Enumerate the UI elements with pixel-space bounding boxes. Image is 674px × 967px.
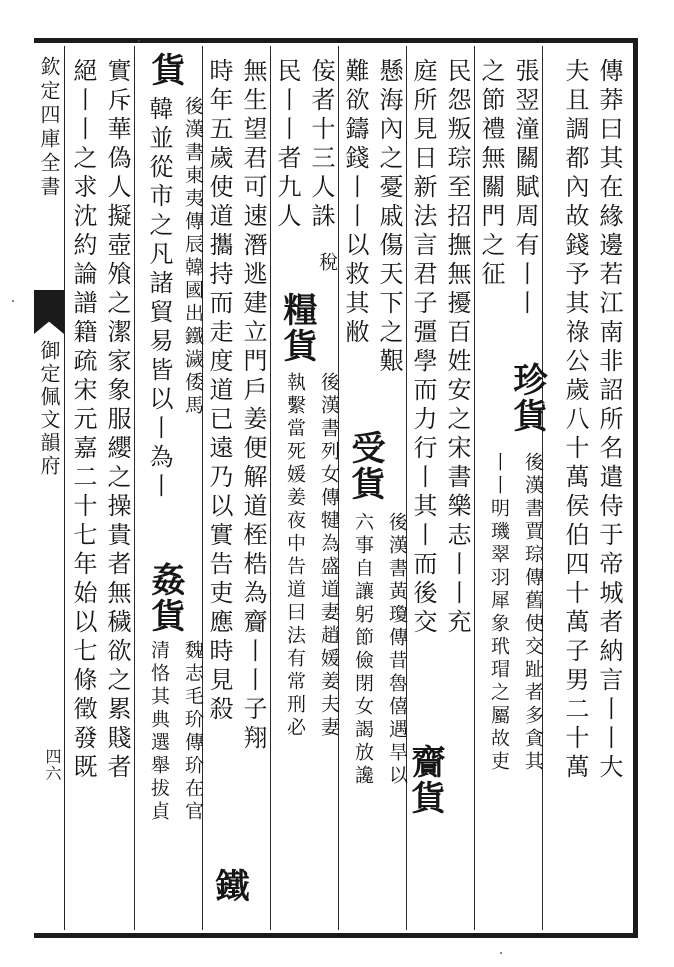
text-column-12: 時年五歲使道攜持而走度道已遠乃以實告吏應時見殺 [205, 58, 233, 725]
text-column-6: 庭所見日新法言君子彊學而力行丨其丨而後交 [409, 58, 437, 638]
margin-page-number: 四六 [43, 748, 62, 782]
text-column-7: 懸海內之憂戚傷天下之艱 [375, 58, 403, 377]
text-column-2: 夫且調都內故錢予其祿公歲八十萬侯伯四十萬子男二十萬 [561, 58, 589, 783]
note-huo: 後漢書東夷傳辰韓國出鐵濊倭馬 [182, 96, 204, 418]
text-column-3: 張翌潼關賦周有丨丨 [511, 58, 539, 319]
note-shou-huo-2: 六事自讓躬節儉閉女謁放讒 [352, 512, 374, 788]
print-speck [500, 952, 502, 954]
heading-tie: 鐵 [209, 868, 249, 904]
heading-huo: 貨 [145, 52, 185, 88]
note-liang-huo: 後漢書列女傳犍為盛道妻趙媛姜夫妻 [318, 372, 340, 740]
heading-jian-huo: 姦貨 [145, 562, 185, 634]
note-liang-huo-2: 執繫當死媛姜夜中告道曰法有常刑必 [284, 372, 306, 740]
note-jian-huo-2: 清恪其典選舉拔貞 [148, 640, 170, 824]
heading-shou-huo: 受貨 [345, 430, 385, 502]
text-column-4: 之節禮無關門之征 [477, 58, 505, 290]
text-column-14: 實斥華偽人擬壺飧之潔家象服纓之操貴者無穢欲之累賤者 [103, 58, 131, 783]
text-column-10: 民丨丨者九人 [273, 58, 301, 232]
note-zhen-huo-2: 丨丨明璣翠羽犀象玳瑁之屬故吏 [488, 452, 510, 774]
text-column-5: 民怨叛琮至招撫無擾百姓安之宋書樂志丨丨充 [443, 58, 471, 638]
heading-ji-huo: 齎貨 [405, 744, 445, 816]
note-shou-huo: 後漢書黃瓊傳昔魯僖遇旱以 [386, 512, 408, 788]
note-jian-huo: 魏志毛玠傳玠在官 [182, 640, 204, 824]
text-column-11: 無生望君可速潛逃建立門戶姜便解道桎梏為齎丨丨子翔 [239, 58, 267, 754]
column-rule [134, 46, 135, 930]
margin-divider [64, 46, 65, 930]
margin-book-title: 御定佩文韻府 [37, 340, 61, 478]
note-shui: 稅 [316, 252, 338, 275]
margin-title: 欽定四庫全書 [37, 56, 61, 200]
text-column-1: 傳莽曰其在緣邊若江南非詔所名遣侍于帝城者納言丨丨大 [595, 58, 623, 783]
heading-zhen-huo: 珍貨 [507, 362, 547, 434]
print-speck [138, 40, 140, 42]
text-column-15: 絕丨丨之求沈約論譜籍疏宋元嘉二十七年始以七條徵發既 [69, 58, 97, 783]
text-column-9: 侫者十三人誅 [307, 58, 335, 232]
print-speck [12, 300, 14, 302]
note-zhen-huo: 後漢書賈琮傳舊使交趾者多貪其 [522, 452, 544, 774]
heading-liang-huo: 糧貨 [277, 292, 317, 364]
text-column-13: 韓並從市之凡諸貿易皆以丨為丨 [145, 96, 173, 502]
text-column-8: 難欲鑄錢丨丨以救其敝 [341, 58, 369, 348]
